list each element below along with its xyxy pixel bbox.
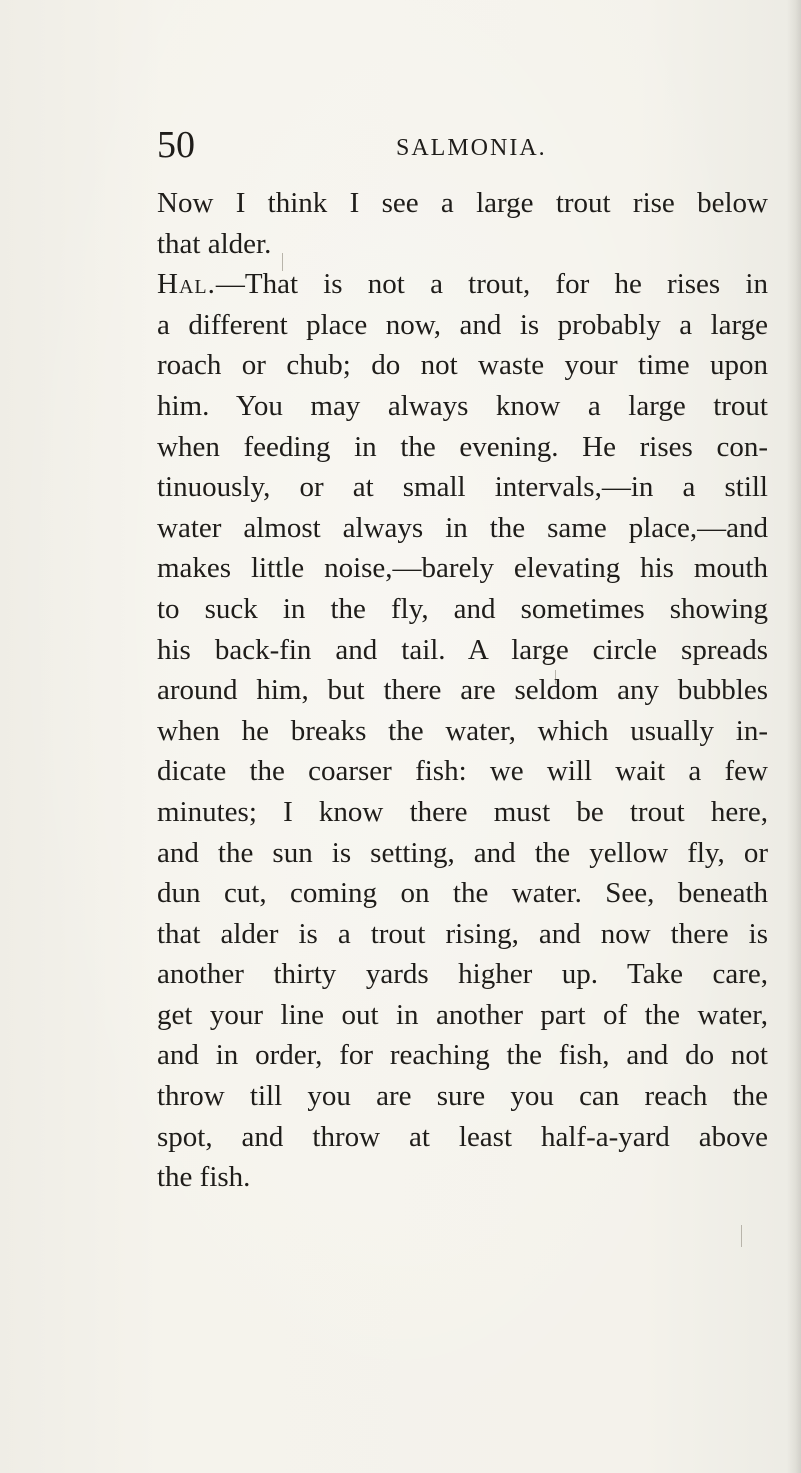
text-line: Now I think I see a large trout rise below — [157, 187, 768, 219]
page-number: 50 — [157, 124, 195, 166]
text-line: roach or chub; do not waste your time upon — [157, 349, 768, 382]
text-line: him. You may always know a large trout — [157, 389, 768, 422]
text-line: when he breaks the water, which usually in- — [157, 714, 768, 747]
text-line: that alder is a trout rising, and now there is — [157, 917, 768, 950]
text-line: another thirty yards higher up. Take care, — [157, 958, 768, 991]
text-line: his back-fin and tail. A large circle spreads — [157, 633, 768, 666]
text-line: minutes; I know there must be trout here, — [157, 795, 768, 828]
text-line: and the sun is setting, and the yellow fly, or — [157, 836, 768, 869]
page-edge-shadow — [787, 0, 801, 1473]
text-line: and in order, for reaching the fish, and do not — [157, 1039, 768, 1072]
text-line: tinuously, or at small intervals,—in a still — [157, 471, 768, 504]
text-line: water almost always in the same place,—and — [157, 511, 768, 544]
text-line: makes little noise,—barely elevating his mouth — [157, 552, 768, 585]
speaker-name: Hal. — [157, 268, 216, 301]
body-text — [157, 183, 768, 1198]
text-line: around him, but there are seldom any bubbles — [157, 674, 768, 707]
text-line: throw till you are sure you can reach the — [157, 1080, 768, 1113]
text-line: when feeding in the evening. He rises con- — [157, 430, 768, 463]
text-line: spot, and throw at least half-a-yard above — [157, 1120, 768, 1153]
page-header — [157, 120, 757, 170]
text-line: to suck in the fly, and sometimes showing — [157, 592, 768, 625]
text-line: dicate the coarser fish: we will wait a few — [157, 755, 768, 788]
text-line: a different place now, and is probably a large — [157, 308, 768, 341]
text-line-speaker: Hal.—That is not a trout, for he rises in — [157, 268, 768, 301]
text-line: get your line out in another part of the water, — [157, 998, 768, 1031]
text-line: the fish. — [157, 1161, 251, 1194]
running-head: SALMONIA. — [396, 135, 547, 161]
text-line: dun cut, coming on the water. See, beneath — [157, 877, 768, 910]
text-line: that alder. — [157, 227, 272, 260]
paper-speck — [741, 1225, 742, 1247]
